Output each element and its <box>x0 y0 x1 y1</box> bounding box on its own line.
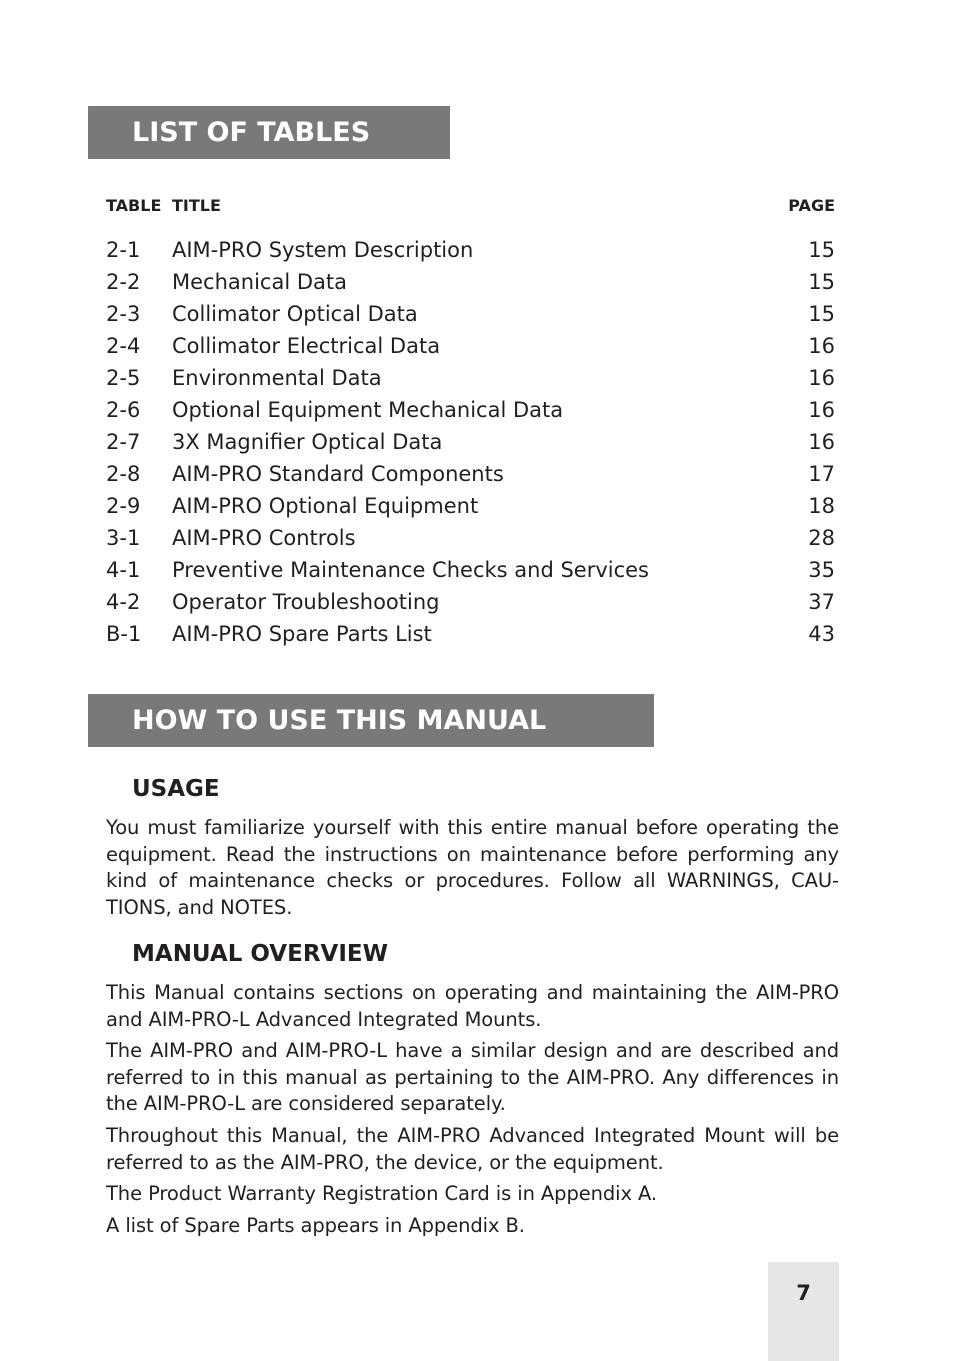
tables-list <box>106 234 835 650</box>
table-title: AIM-PRO Optional Equipment <box>172 494 479 518</box>
table-number: 2-2 <box>106 270 141 294</box>
table-page: 16 <box>808 398 835 422</box>
table-title: Collimator Optical Data <box>172 302 418 326</box>
table-row <box>106 490 835 522</box>
table-page: 15 <box>808 238 835 262</box>
table-number: 3-1 <box>106 526 141 550</box>
manual-overview-heading: MANUAL OVERVIEW <box>132 941 388 967</box>
table-title: AIM-PRO System Description <box>172 238 474 262</box>
overview-paragraph: Throughout this Manual, the AIM-PRO Advanced Integrated Mount will be referred to as the AIM-PRO, the device, or the equipment. <box>106 1124 839 1174</box>
table-header-row <box>106 196 835 216</box>
table-number: 2-5 <box>106 366 141 390</box>
table-page: 16 <box>808 334 835 358</box>
table-row <box>106 554 835 586</box>
table-title: 3X Magnifier Optical Data <box>172 430 443 454</box>
table-number: 4-2 <box>106 590 141 614</box>
table-title: Environmental Data <box>172 366 382 390</box>
table-page: 18 <box>808 494 835 518</box>
table-number: 2-8 <box>106 462 141 486</box>
table-row <box>106 586 835 618</box>
table-title: AIM-PRO Standard Components <box>172 462 504 486</box>
how-to-use-heading: HOW TO USE THIS MANUAL <box>88 694 654 747</box>
table-title: Operator Troubleshooting <box>172 590 440 614</box>
table-number: 4-1 <box>106 558 141 582</box>
table-page: 35 <box>808 558 835 582</box>
table-row <box>106 266 835 298</box>
column-header-table: TABLE <box>106 196 162 215</box>
table-row <box>106 618 835 650</box>
overview-paragraph: The AIM-PRO and AIM-PRO-L have a similar design and are described and referred to in this manual as pertaining to the AIM-PRO. Any differences in the AIM-PRO-L are considered separately. <box>106 1039 839 1115</box>
usage-heading: USAGE <box>132 776 220 802</box>
table-title: Optional Equipment Mechanical Data <box>172 398 564 422</box>
table-page: 16 <box>808 366 835 390</box>
table-title: AIM-PRO Controls <box>172 526 356 550</box>
table-title: AIM-PRO Spare Parts List <box>172 622 432 646</box>
list-of-tables-heading: LIST OF TABLES <box>88 106 450 159</box>
page-number: 7 <box>768 1262 839 1361</box>
table-title: Mechanical Data <box>172 270 347 294</box>
table-page: 43 <box>808 622 835 646</box>
table-row <box>106 426 835 458</box>
column-header-title: TITLE <box>172 196 221 215</box>
table-number: 2-6 <box>106 398 141 422</box>
table-row <box>106 458 835 490</box>
table-row <box>106 362 835 394</box>
table-row <box>106 298 835 330</box>
table-number: 2-4 <box>106 334 141 358</box>
table-page: 16 <box>808 430 835 454</box>
table-title: Collimator Electrical Data <box>172 334 441 358</box>
table-row <box>106 394 835 426</box>
overview-paragraph: The Product Warranty Registration Card is in Appendix A. <box>106 1182 658 1205</box>
table-number: 2-9 <box>106 494 141 518</box>
column-header-page: PAGE <box>788 196 835 215</box>
table-row <box>106 234 835 266</box>
table-title: Preventive Maintenance Checks and Services <box>172 558 650 582</box>
usage-paragraph: You must familiarize yourself with this entire manual before operating the equipment. Read the instructions on maintenance before performing any kind of maintenance checks or procedures. Follow all WARNINGS, CAU-TIONS, and NOTES. <box>106 816 839 919</box>
table-page: 17 <box>808 462 835 486</box>
table-number: 2-7 <box>106 430 141 454</box>
table-number: 2-3 <box>106 302 141 326</box>
table-row <box>106 522 835 554</box>
overview-paragraph: A list of Spare Parts appears in Appendix B. <box>106 1214 525 1237</box>
table-page: 15 <box>808 270 835 294</box>
overview-paragraph: This Manual contains sections on operating and maintaining the AIM-PRO and AIM-PRO-L Advanced Integrated Mounts. <box>106 981 839 1031</box>
table-page: 15 <box>808 302 835 326</box>
table-page: 37 <box>808 590 835 614</box>
table-number: B-1 <box>106 622 142 646</box>
table-number: 2-1 <box>106 238 141 262</box>
table-page: 28 <box>808 526 835 550</box>
table-row <box>106 330 835 362</box>
